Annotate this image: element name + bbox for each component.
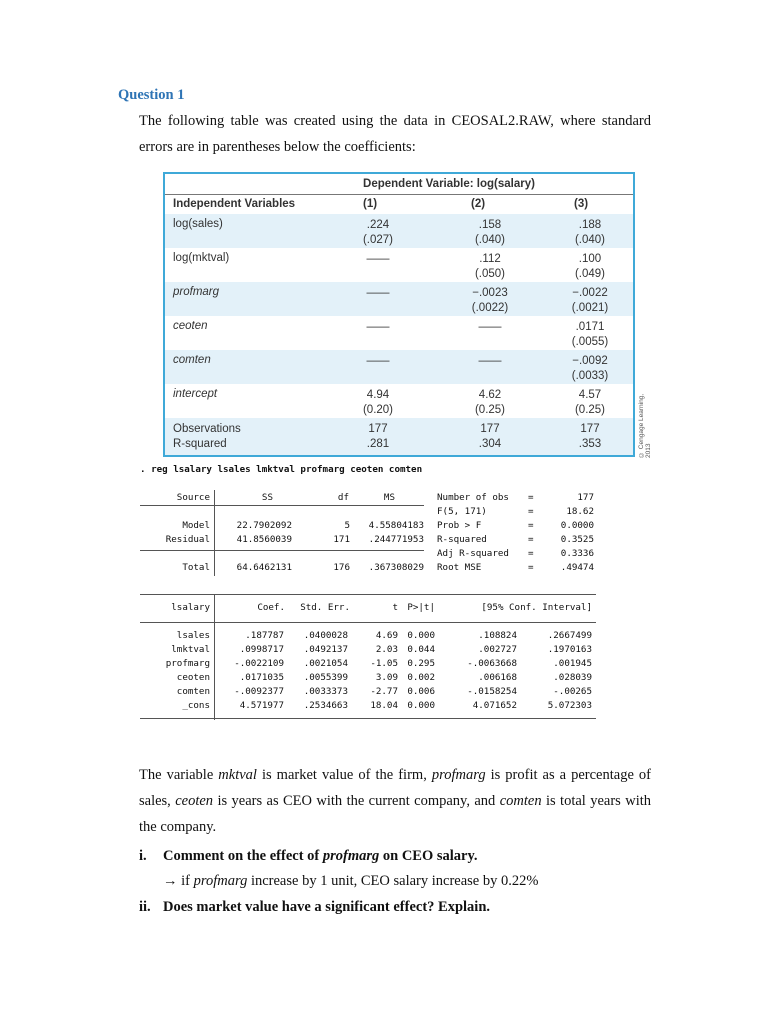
stat-value: 0.3336 [560, 548, 594, 559]
coef-se: .2534663 [303, 700, 348, 711]
table-row [165, 316, 633, 350]
coef-var: ceoten [176, 672, 210, 683]
anova-df-header: df [337, 492, 349, 503]
coef-value: —— [366, 355, 390, 367]
coef-t: -2.77 [370, 686, 398, 697]
anova-divider-h1 [140, 505, 424, 506]
anova-ss: 64.6462131 [236, 562, 292, 573]
row-label: log(sales) [173, 218, 223, 230]
obs-1: 177 [368, 423, 388, 435]
coef-value: −.0092 [572, 355, 608, 367]
coef-hi: .028039 [553, 672, 592, 683]
coef-header-row [140, 602, 600, 616]
table-row [165, 384, 633, 418]
coef-t: -1.05 [370, 658, 398, 669]
observations-label: Observations [173, 423, 241, 435]
model-stat-row [140, 562, 600, 576]
coef-row [140, 630, 600, 644]
anova-source: Model [182, 520, 210, 531]
coef-coef: .0171035 [239, 672, 284, 683]
coef-hi: 5.072303 [547, 700, 592, 711]
coef-lo: .002727 [478, 644, 517, 655]
row-label: ceoten [173, 320, 208, 332]
coef-row [140, 644, 600, 658]
anova-source: Total [182, 562, 210, 573]
anova-ms: .244771953 [368, 534, 424, 545]
coef-value: 4.94 [366, 389, 390, 401]
coef-lo: .006168 [478, 672, 517, 683]
coef-coef: -.0092377 [234, 686, 284, 697]
stat-value: 177 [577, 492, 594, 503]
row-label: profmarg [173, 286, 220, 298]
coef-t: 2.03 [375, 644, 398, 655]
se-value: (0.25) [574, 404, 606, 416]
coef-lo: 4.071652 [472, 700, 517, 711]
coef-p: 0.000 [407, 630, 435, 641]
stat-label: Adj R-squared [437, 548, 509, 559]
anova-df: 5 [344, 520, 350, 531]
var-comten: comten [499, 793, 542, 809]
var-profmarg: profmarg [431, 767, 486, 783]
coef-lo: -.0063668 [467, 658, 517, 669]
stat-equals: = [528, 534, 534, 545]
obs-r2-row [165, 418, 633, 455]
coef-header: Coef. [257, 602, 285, 613]
anova-source: Residual [165, 534, 210, 545]
coef-lo: -.0158254 [467, 686, 517, 697]
cell-c2 [445, 320, 535, 335]
stata-command: . reg lsalary lsales lmktval profmarg ceoten comten [140, 464, 423, 475]
coef-value: —— [366, 287, 390, 299]
stat-equals: = [528, 506, 534, 517]
stat-label: Root MSE [437, 562, 482, 573]
coef-value: —— [366, 253, 390, 265]
table-row [165, 214, 633, 248]
cell-c1 [333, 354, 423, 369]
stat-value: 0.0000 [560, 520, 594, 531]
coef-hi: .001945 [553, 658, 592, 669]
var-mktval: mktval [218, 767, 257, 783]
r-squared-label: R-squared [173, 438, 227, 450]
coef-top-rule [140, 594, 596, 595]
anova-df: 176 [333, 562, 350, 573]
coef-value: .158 [478, 219, 502, 231]
coef-value: —— [478, 321, 502, 333]
se-value: (.050) [474, 268, 506, 280]
col-3-header: (3) [574, 198, 589, 210]
coef-se: .0400028 [303, 630, 348, 641]
coef-value: .100 [578, 253, 602, 265]
cell-c2 [445, 218, 535, 248]
ci-header: [95% Conf. Interval] [481, 602, 592, 613]
coef-var: comten [176, 686, 210, 697]
col-2-header: (2) [471, 198, 486, 210]
answer-i: → if profmarg increase by 1 unit, CEO salary increase by 0.22% [163, 873, 539, 889]
cell-c1 [333, 320, 423, 335]
coef-row [140, 672, 600, 686]
anova-ss: 22.7902092 [236, 520, 292, 531]
coef-p: 0.006 [407, 686, 435, 697]
row-label: log(mktval) [173, 252, 230, 264]
dependent-variable-caption: Dependent Variable: log(salary) [363, 178, 535, 190]
cell-c1 [333, 252, 423, 267]
se-value: (.0022) [471, 302, 509, 314]
cell-c2 [445, 354, 535, 369]
stat-value: 18.62 [566, 506, 594, 517]
table-header-row [165, 194, 633, 215]
stat-label: R-squared [437, 534, 487, 545]
copyright-note: © Cengage Learning, 2013 [638, 393, 652, 458]
coef-t: 4.69 [375, 630, 398, 641]
anova-divider-v [214, 490, 215, 576]
coef-coef: 4.571977 [239, 700, 284, 711]
anova-ss: 41.8560039 [236, 534, 292, 545]
independent-variables-header: Independent Variables [173, 198, 296, 210]
coef-se: .0055399 [303, 672, 348, 683]
anova-ms: .367308029 [368, 562, 424, 573]
anova-divider-h2 [140, 550, 424, 551]
coef-hi: .1970163 [547, 644, 592, 655]
model-stat-row [140, 520, 600, 534]
coef-var: lmktval [171, 644, 210, 655]
se-value: (.049) [574, 268, 606, 280]
coef-value: 4.62 [478, 389, 502, 401]
coef-row [140, 686, 600, 700]
se-value: (.027) [362, 234, 394, 246]
anova-source-header: Source [176, 492, 210, 503]
coef-p: 0.295 [407, 658, 435, 669]
coef-value: —— [366, 321, 390, 333]
stat-label: Prob > F [437, 520, 482, 531]
coef-value: −.0023 [472, 287, 508, 299]
p-header: P>|t| [407, 602, 435, 613]
stat-equals: = [528, 548, 534, 559]
stat-label: Number of obs [437, 492, 509, 503]
question-item-ii: ii. Does market value have a significant effect? Explain. [139, 899, 491, 915]
anova-ss-header: SS [261, 492, 273, 503]
cell-c1 [333, 388, 423, 418]
regression-table-image [163, 172, 635, 457]
r2-1: .281 [366, 438, 390, 450]
stat-value: 0.3525 [560, 534, 594, 545]
question-item-i: i. Comment on the effect of profmarg on CEO salary. [139, 848, 478, 864]
cell-c3 [545, 252, 635, 282]
coef-row [140, 658, 600, 672]
table-row [165, 350, 633, 384]
model-stat-row [140, 492, 600, 506]
se-value: (0.25) [474, 404, 506, 416]
coef-t: 18.04 [370, 700, 398, 711]
coef-depvar-header: lsalary [171, 602, 210, 613]
coef-lo: .108824 [478, 630, 517, 641]
coef-value: −.0022 [572, 287, 608, 299]
cell-c3 [545, 354, 635, 384]
coef-value: .112 [479, 253, 501, 265]
stat-equals: = [528, 562, 534, 573]
r2-2: .304 [478, 438, 502, 450]
coef-se: .0033373 [303, 686, 348, 697]
arrow-icon: → [163, 873, 178, 889]
se-value: (.040) [474, 234, 506, 246]
coef-p: 0.002 [407, 672, 435, 683]
cell-c1 [333, 286, 423, 301]
cell-c3 [545, 388, 635, 418]
coef-se: .0492137 [303, 644, 348, 655]
coef-p: 0.044 [407, 644, 435, 655]
model-stat-row [140, 506, 600, 520]
anova-df: 171 [333, 534, 350, 545]
obs-2: 177 [480, 423, 500, 435]
cell-c3 [545, 218, 635, 248]
se-value: (.0033) [571, 370, 609, 382]
coef-header-rule [140, 622, 596, 623]
coef-t: 3.09 [375, 672, 398, 683]
intro-paragraph: The following table was created using the data in CEOSAL2.RAW, where standard errors are in parentheses below the coefficients: [139, 113, 651, 155]
stat-value: .49474 [560, 562, 594, 573]
var-ceoten: ceoten [175, 793, 214, 809]
cell-c3 [545, 320, 635, 350]
anova-ms-header: MS [383, 492, 395, 503]
coef-row [140, 700, 600, 714]
table-row [165, 248, 633, 282]
coef-coef: .0998717 [239, 644, 284, 655]
coef-var: profmarg [165, 658, 210, 669]
table-row [165, 282, 633, 316]
coef-value: —— [478, 355, 502, 367]
se-value: (.0021) [571, 302, 609, 314]
cell-c2 [445, 388, 535, 418]
se-value: (.0055) [571, 336, 609, 348]
coef-bottom-rule [140, 718, 596, 719]
coef-value: .188 [578, 219, 602, 231]
stat-equals: = [528, 492, 534, 503]
coef-value: .0171 [575, 321, 605, 333]
coef-se: .0021054 [303, 658, 348, 669]
coef-coef: -.0022109 [234, 658, 284, 669]
coef-var: lsales [176, 630, 210, 641]
coef-var: _cons [182, 700, 210, 711]
col-1-header: (1) [363, 198, 378, 210]
cell-c2 [445, 252, 535, 282]
stat-label: F(5, 171) [437, 506, 487, 517]
coef-hi: -.00265 [553, 686, 592, 697]
se-value: (0.20) [362, 404, 394, 416]
anova-ms: 4.55804183 [368, 520, 424, 531]
se-header: Std. Err. [300, 602, 350, 613]
cell-c3 [545, 286, 635, 316]
question-heading: Question 1 [118, 87, 185, 103]
cell-c1 [333, 218, 423, 248]
row-label: comten [173, 354, 211, 366]
variable-description: The variable mktval is market value of the firm, profmarg is profit as a percentage of sales, ceoten is years as CEO with the current company, and comten is total years with the company. [139, 767, 652, 835]
row-label: intercept [173, 388, 218, 400]
coef-hi: .2667499 [547, 630, 592, 641]
t-header: t [392, 602, 398, 613]
coef-value: 4.57 [578, 389, 602, 401]
obs-3: 177 [580, 423, 600, 435]
coef-p: 0.000 [407, 700, 435, 711]
stat-equals: = [528, 520, 534, 531]
se-value: (.040) [574, 234, 606, 246]
model-stat-row [140, 534, 600, 548]
coef-value: .224 [366, 219, 390, 231]
cell-c2 [445, 286, 535, 316]
r2-3: .353 [578, 438, 602, 450]
coef-coef: .187787 [245, 630, 284, 641]
